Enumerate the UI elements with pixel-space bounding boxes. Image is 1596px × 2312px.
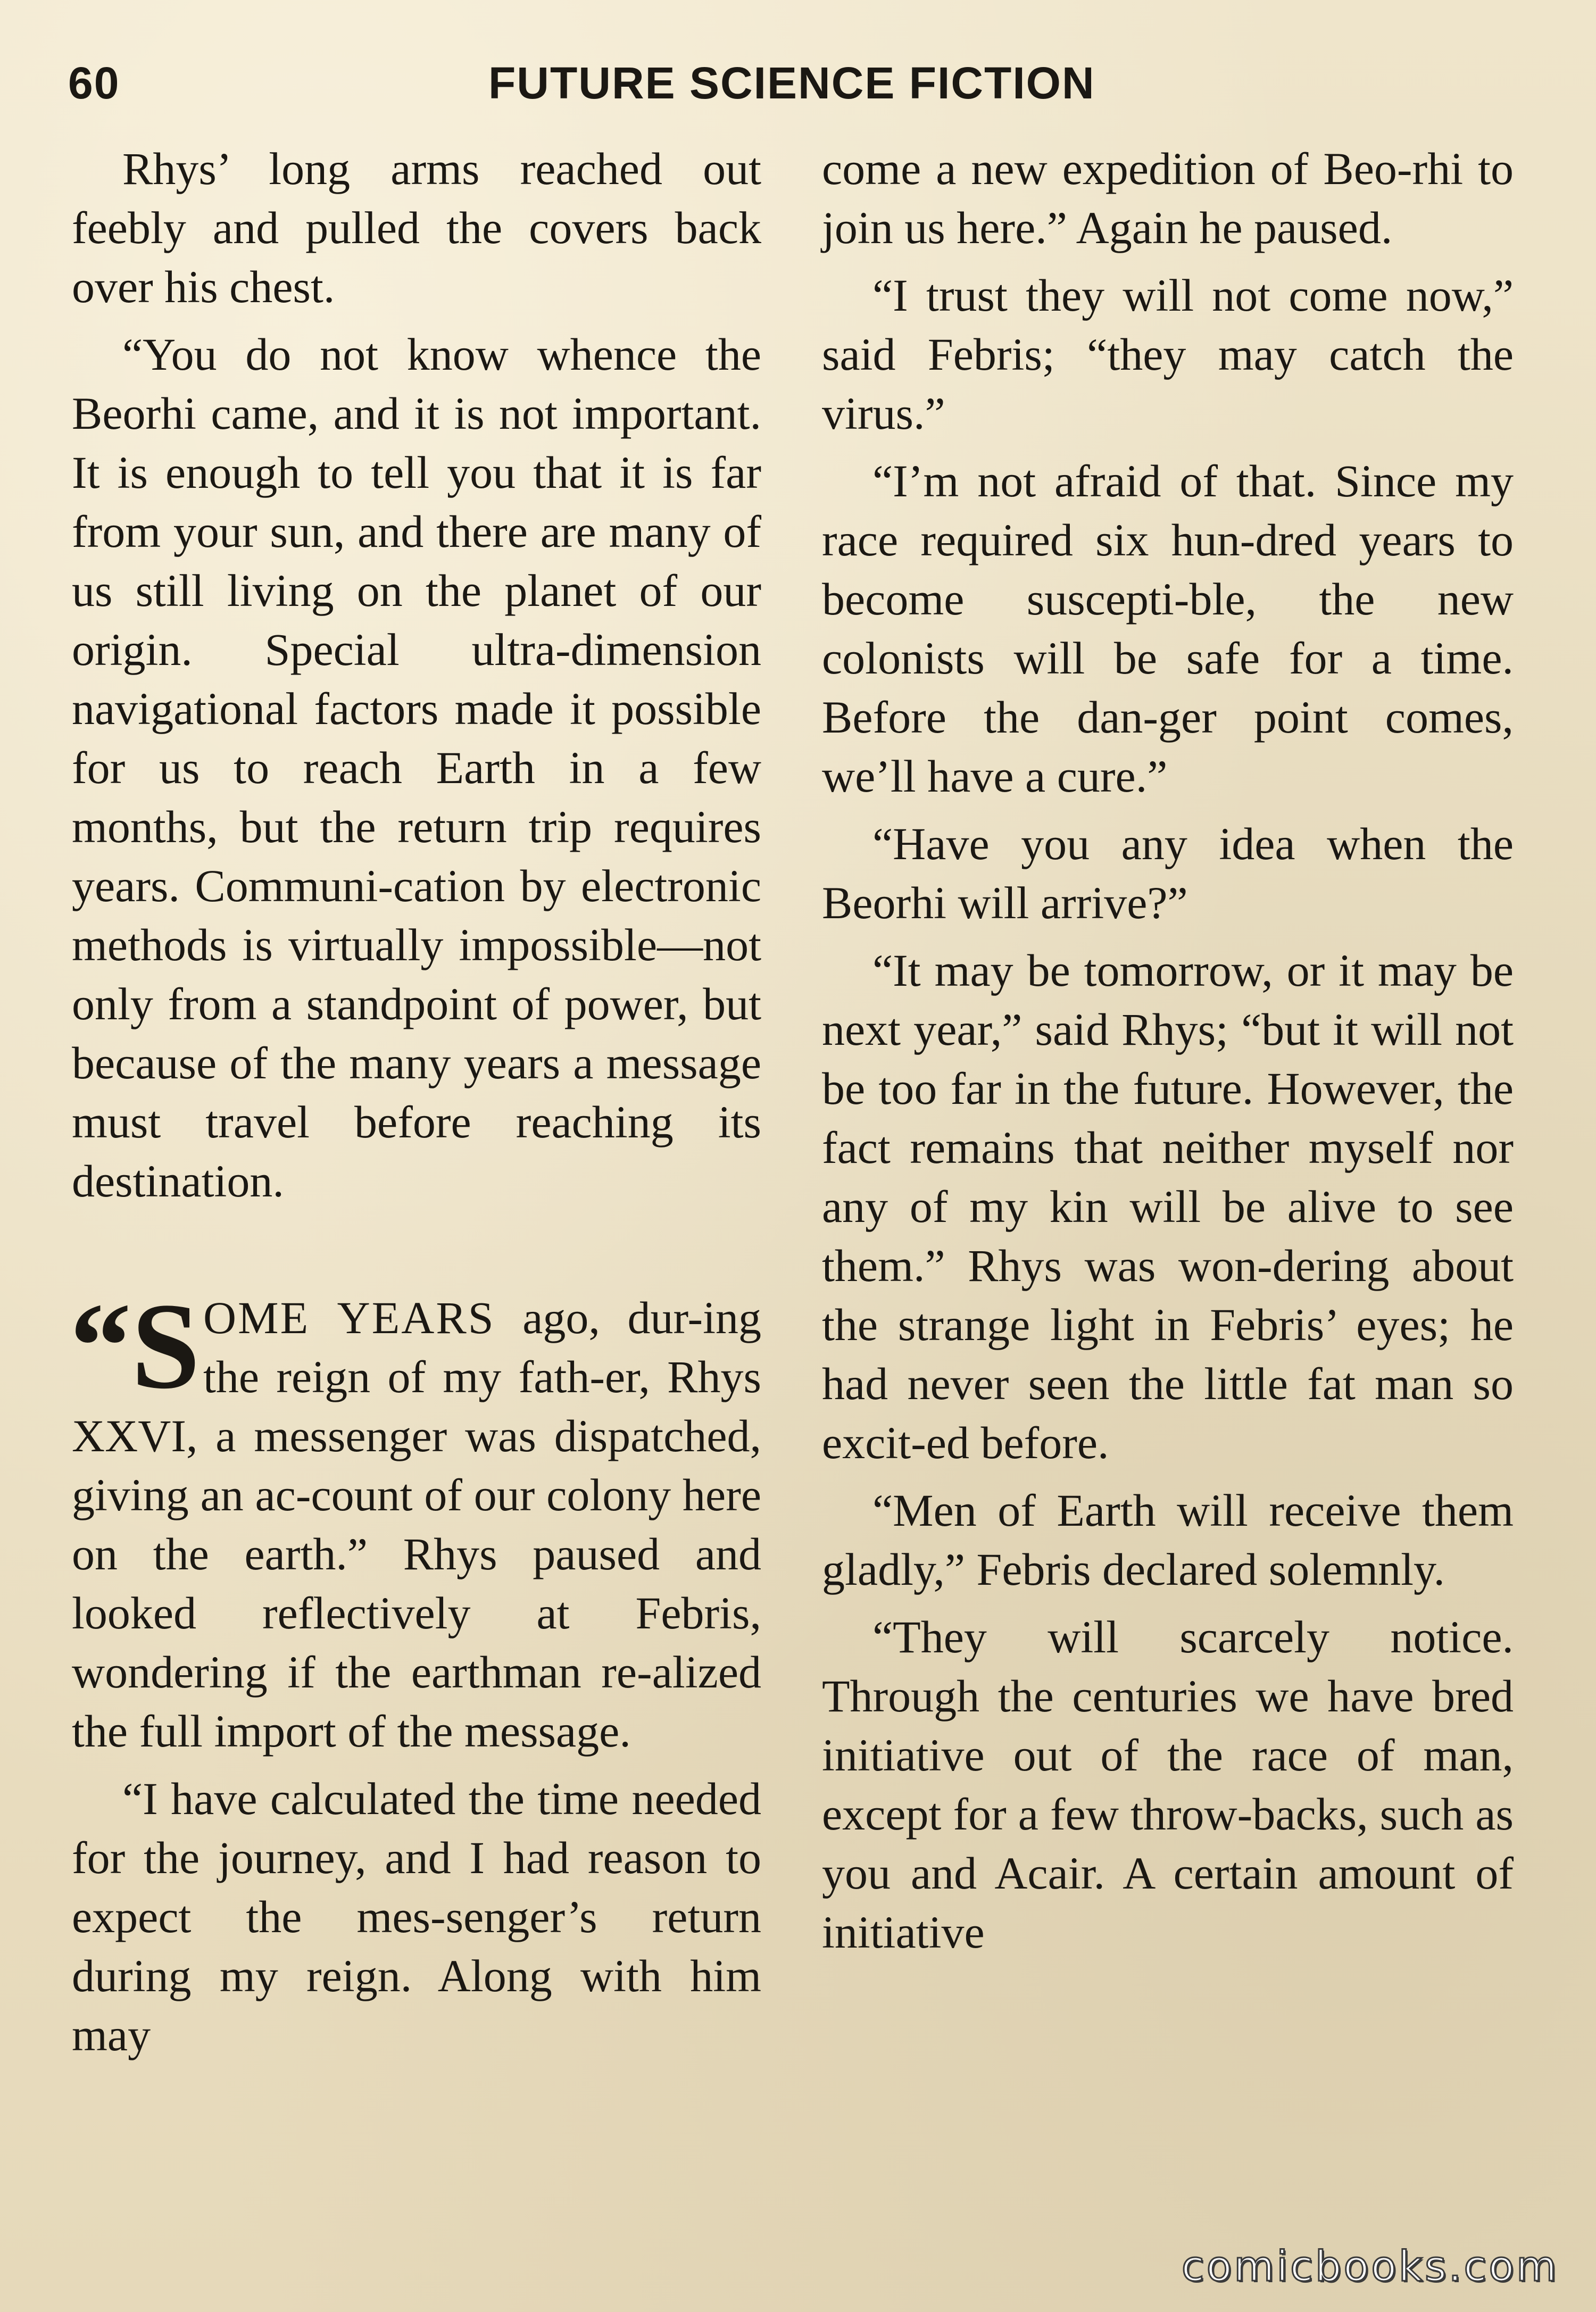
paragraph-text: ago, dur-ing the reign of my fath-er, Rhys XXVI, a messenger was dispatched, giving an ac-count of our colony here on the earth.” Rhys paused and looked reflectively at Febris, wondering if the earthman re-alized the full import of the message.	[72, 1292, 761, 1757]
paragraph: “You do not know whence the Beorhi came, and it is not important. It is enough to tell you that it is far from your sun, and there are many of us still living on the planet of our origin. Special ultra-dimension navigational factors made it possible for us to reach Earth in a few months, but the return trip requires years. Communi-cation by electronic methods is virtually impossible—not only from a standpoint of power, but because of the many years a message must travel before reaching its destination.	[72, 329, 761, 1207]
paragraph: come a new expedition of Beo-rhi to join us here.” Again he paused.	[822, 143, 1514, 253]
opening-small-caps: OME YEARS	[203, 1292, 495, 1343]
running-title: FUTURE SCIENCE FICTION	[488, 58, 1095, 108]
paragraph: “I have calculated the time needed for the journey, and I had reason to expect the mes-senger’s return during my reign. Along with him may	[72, 1773, 761, 2060]
paragraph: “I trust they will not come now,” said Febris; “they may catch the virus.”	[822, 270, 1514, 439]
paragraph: “It may be tomorrow, or it may be next year,” said Rhys; “but it will not be too far in the future. However, the fact remains that neither myself nor any of my kin will be alive to see them.” Rhys was won-dering about the strange light in Febris’ eyes; he had never seen the little fat man so excit-ed before.	[822, 945, 1514, 1468]
dropcap-paragraph	[70, 1278, 761, 1761]
paragraph: “They will scarcely notice. Through the centuries we have bred initiative out of the race of man, except for a few throw-backs, such as you and Acair. A certain amount of initiative	[822, 1611, 1514, 1958]
paragraph: “I’m not afraid of that. Since my race required six hun-dred years to become suscepti-ble, the new colonists will be safe for a time. Before the dan-ger point comes, we’ll have a cure.”	[822, 455, 1514, 802]
right-column	[822, 139, 1514, 1970]
left-column	[72, 139, 761, 2073]
drop-cap-letter: S	[131, 1278, 201, 1415]
paragraph: Rhys’ long arms reached out feebly and pulled the covers back over his chest.	[72, 143, 761, 312]
page-number: 60	[68, 58, 120, 108]
drop-cap	[70, 1278, 201, 1415]
page-header	[68, 57, 1095, 116]
drop-cap-quote: “	[70, 1278, 131, 1415]
paragraph: “Have you any idea when the Beorhi will arrive?”	[822, 818, 1514, 928]
paragraph: “Men of Earth will receive them gladly,” Febris declared solemnly.	[822, 1485, 1514, 1595]
watermark: comicbooks.com	[1181, 2243, 1559, 2291]
